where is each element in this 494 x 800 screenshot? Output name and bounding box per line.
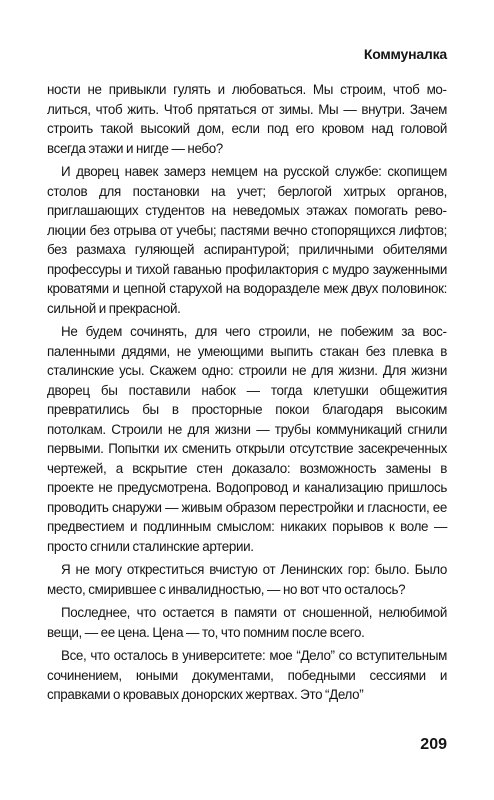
paragraph: Все, что осталось в университете: мое “Дело” со вступительным сочинением, юными документами, победными сессиями и справками о кровавых донорских жертвах. Это “Дело” <box>47 648 447 702</box>
page-number: 209 <box>420 736 447 753</box>
paragraph-continued: ности не привыкли гулять и любоваться. Мы строим, чтоб молиться, чтоб жить. Чтоб прятаться от зимы. Мы — внутри. Зачем строить такой высокий дом, если под его кровом над головой всегда этажи и нигде — небо? <box>47 82 447 156</box>
running-header-title: Коммуналка <box>363 46 447 62</box>
paragraph: И дворец навек замерз немцем на русской службе: скопищем столов для постановки на учет; берлогой хитрых органов, приглашающих студентов на неведомых этажах помогать революции без отрыва от учебы; пастями вечно стопорящихся лифтов; без размаха гуляющей аспирантурой; приличными обителями профессуры и тихой гаванью профилактория с мудро зауженными кроватями и цепной старухой на водоразделе меж двух половинок: сильной и прекрасной. <box>47 164 447 316</box>
paragraph: Я не могу откреститься вчистую от Ленинских гор: было. Было место, смирившее с инвалидностью, — но вот что осталось? <box>47 562 447 597</box>
body-text <box>47 80 447 705</box>
paragraph: Не будем сочинять, для чего строили, не побежим за воспаленными дядями, не умеющими выпить стакан без плевка в сталинские усы. Скажем одно: строили не для жизни. Для жизни дворец бы поставили набок — тогда клетушки общежития превратились бы в просторные покои благодаря высоким потолкам. Строили не для жизни — трубы коммуникаций сгнили первыми. Попытки их сменить открыли отсутствие засекреченных чертежей, а вскрытие стен доказало: возможность замены в проекте не предусмотрена. Водопровод и канализацию пришлось проводить снаружи — живым образом перестройки и гласности, ее предвестием и подлинным смыслом: никаких порывов к воле — просто сгнили сталинские артерии. <box>47 324 447 554</box>
paragraph: Последнее, что остается в памяти от сношенной, нелюбимой вещи, — ее цена. Цена — то, что помним после всего. <box>47 605 447 640</box>
